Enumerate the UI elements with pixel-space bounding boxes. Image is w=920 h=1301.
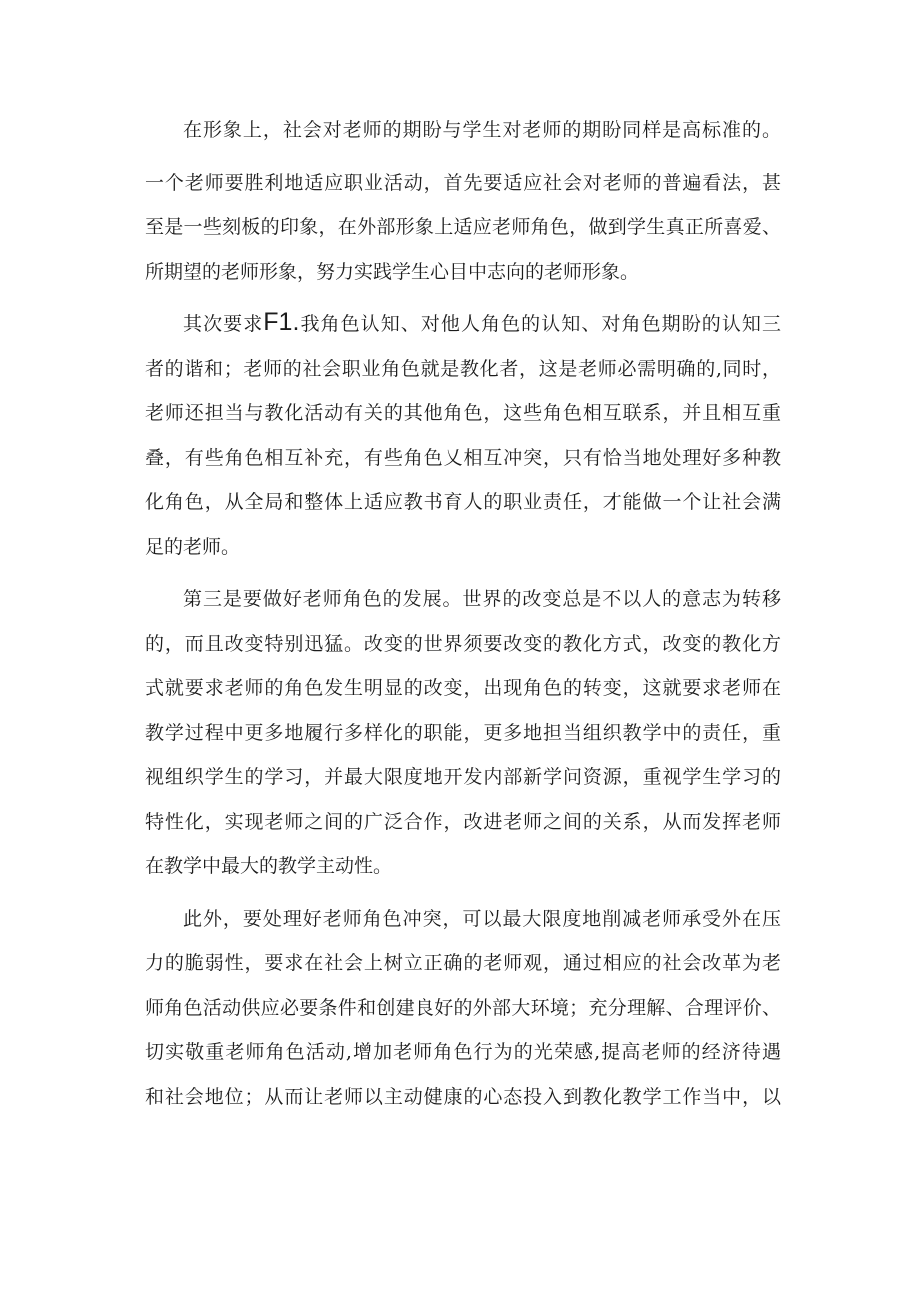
paragraph-line: 在形象上，社会对老师的期盼与学生对老师的期盼同样是高标准的。 (183, 119, 781, 141)
line-rest: 我角色认知、对他人角色的认知、对角色期盼的认知三 (299, 313, 781, 335)
paragraph-line: 一个老师要胜利地适应职业活动，首先要适应社会对老师的普遍看法，甚 (145, 171, 781, 194)
paragraph-line: 力的脆弱性，要求在社会上树立正确的老师观，通过相应的社会改革为老 (145, 952, 781, 974)
paragraph-line: 老师还担当与教化活动有关的其他角色，这些角色相互联系，并且相互重 (145, 402, 781, 424)
paragraph-line: 至是一些刻板的印象，在外部形象上适应老师角色，做到学生真正所喜爱、 (145, 216, 781, 238)
f1-marker: F1. (263, 308, 300, 336)
paragraph-line: 在教学中最大的教学主动性。 (145, 855, 393, 877)
paragraph-line: 者的谐和；老师的社会职业角色就是教化者，这是老师必需明确的,同时， (145, 357, 781, 380)
paragraph-line: 足的老师。 (145, 535, 241, 558)
paragraph-line: 化角色，从全局和整体上适应教书育人的职业责任，才能做一个让社会满 (145, 491, 781, 513)
paragraph-line: 视组织学生的学习，并最大限度地开发内部新学问资源，重视学生学习的 (145, 766, 781, 788)
paragraph-line (145, 302, 781, 347)
body-text (145, 108, 781, 1119)
paragraph-1 (145, 108, 781, 294)
paragraph-line: 教学过程中更多地履行多样化的职能，更多地担当组织教学中的责任，重 (145, 721, 781, 744)
paragraph-line: 特性化，实现老师之间的广泛合作，改进老师之间的关系，从而发挥老师 (145, 810, 781, 833)
paragraph-line: 此外，要处理好老师角色冲突，可以最大限度地削减老师承受外在压 (183, 907, 781, 930)
paragraph-4 (145, 897, 781, 1120)
paragraph-line: 所期望的老师形象，努力实践学生心目中志向的老师形象。 (145, 260, 640, 283)
line-prefix: 其次要求 (183, 313, 264, 335)
paragraph-line: 叠，有些角色相互补充，有些角色乂相互冲突，只有恰当地处理好多种教 (145, 446, 781, 469)
paragraph-line: 第三是要做好老师角色的发展。世界的改变总是不以人的意志为转移 (183, 588, 781, 610)
paragraph-2 (145, 302, 781, 569)
paragraph-line: 师角色活动供应必要条件和创建良好的外部大环境；充分理解、合理评价、 (145, 996, 781, 1019)
paragraph-line: 的，而且改变特别迅猛。改变的世界须要改变的教化方式，改变的教化方 (145, 632, 781, 655)
paragraph-3 (145, 577, 781, 889)
paragraph-line: 式就要求老师的角色发生明显的改变，出现角色的转变，这就要求老师在 (145, 677, 781, 699)
paragraph-line: 和社会地位；从而让老师以主动健康的心态投入到教化教学工作当中，以 (145, 1085, 781, 1108)
paragraph-line: 切实敬重老师角色活动,增加老师角色行为的光荣感,提高老师的经济待遇 (145, 1041, 781, 1063)
